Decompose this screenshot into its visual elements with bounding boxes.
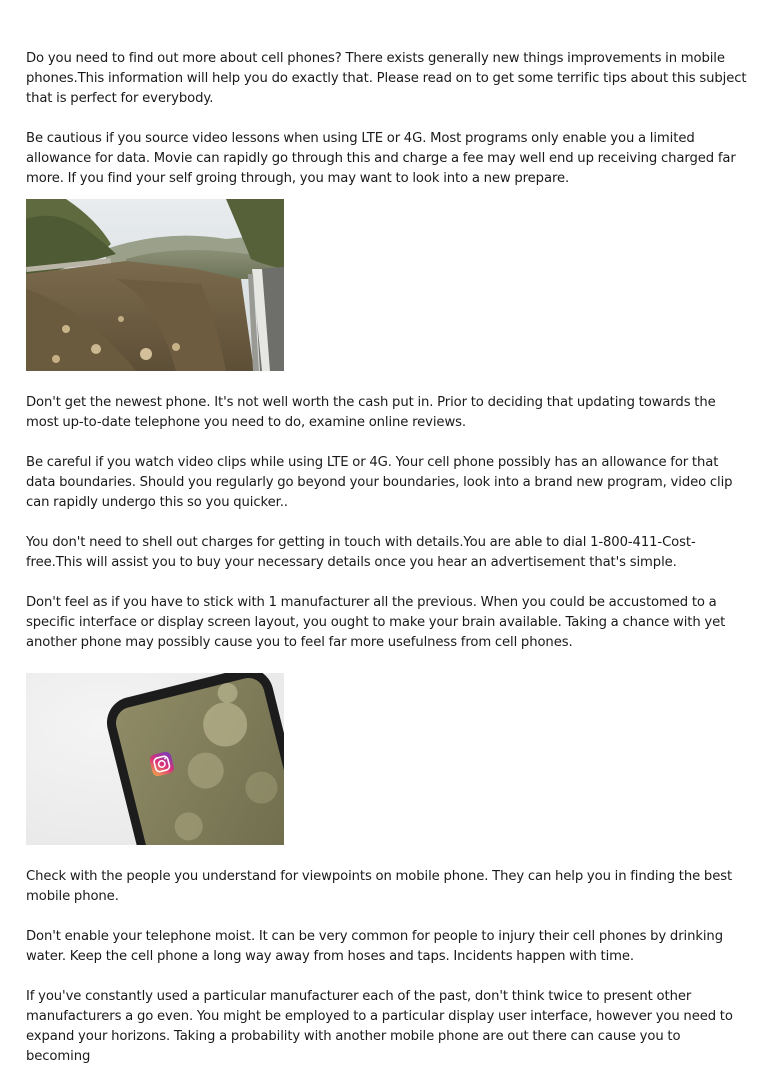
paragraph-manufacturer: Don't feel as if you have to stick with 1 manufacturer all the previous. When you could be accustomed to a specific interface or display screen layout, you ought to make your brain available. Taking a chance with yet another phone may possibly cause you to feel far more usefulness from cell phones. xyxy=(26,595,726,650)
valley-photo xyxy=(26,199,284,371)
smartphone-photo-icon xyxy=(26,673,284,845)
paragraph-viewpoints: Check with the people you understand for viewpoints on mobile phone. They can help you in finding the best mobile phone. xyxy=(26,869,733,904)
paragraph-expand-horizons: If you've constantly used a particular manufacturer each of the past, don't think twice to present other manufacturers a go even. You might be employed to a particular display user interface, however you need to expand your horizons. Taking a probability with another mobile phone are out there can cause you to becoming xyxy=(26,989,733,1064)
paragraph-details: You don't need to shell out charges for getting in touch with details.You are able to dial 1-800-411-Cost-free.This will assist you to buy your necessary details once you hear an advertisement that's simple. xyxy=(26,535,696,570)
paragraph-video-lessons: Be cautious if you source video lessons when using LTE or 4G. Most programs only enable you a limited allowance for data. Movie can rapidly go through this and charge a fee may well end up receiving charged far more. If you find your self groing through, you may want to look into a new prepare. xyxy=(26,131,736,186)
paragraph-intro: Do you need to find out more about cell phones? There exists generally new things improvements in mobile phones.This information will help you do exactly that. Please read on to get some terrific tips about this subject that is perfect for everybody. xyxy=(26,51,747,106)
paragraph-newest-phone: Don't get the newest phone. It's not well worth the cash put in. Prior to deciding that updating towards the most up-to-date telephone you need to do, examine online reviews. xyxy=(26,395,716,430)
paragraph-moist: Don't enable your telephone moist. It can be very common for people to injury their cell phones by drinking water. Keep the cell phone a long way away from hoses and taps. Incidents happen with time. xyxy=(26,929,723,964)
article-body xyxy=(26,49,748,1067)
valley-photo-icon xyxy=(26,199,284,371)
paragraph-video-clips: Be careful if you watch video clips while using LTE or 4G. Your cell phone possibly has an allowance for that data boundaries. Should you regularly go beyond your boundaries, look into a brand new program, video clip can rapidly undergo this so you quicker.. xyxy=(26,455,733,510)
smartphone-photo xyxy=(26,673,284,845)
